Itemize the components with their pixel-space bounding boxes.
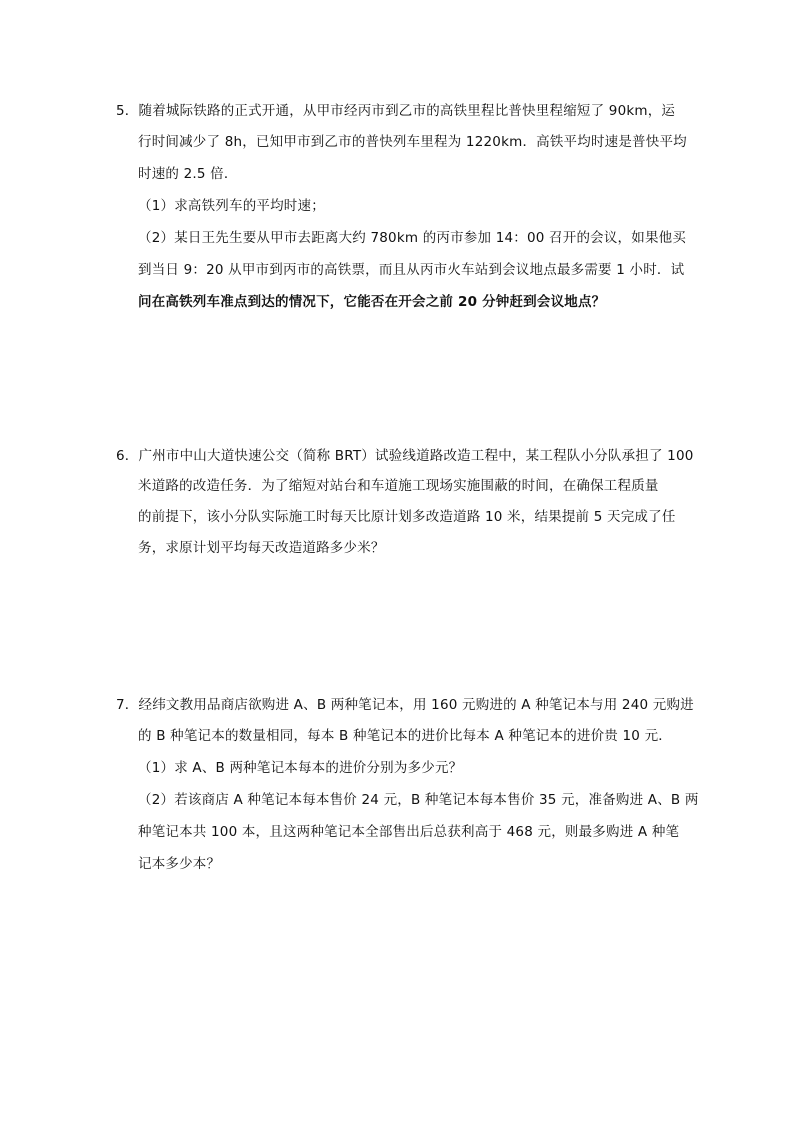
problem-5 [116,102,687,342]
problem-5-part-2-line-3: 问在高铁列车准点到达的情况下，它能否在开会之前 20 分钟赶到会议地点？ [138,294,606,310]
problem-5-part-1: （1）求高铁列车的平均时速； [138,198,325,214]
problem-5-line-1: 5．随着城际铁路的正式开通，从甲市经丙市到乙市的高铁里程比普快里程缩短了 90km，运 [116,103,676,119]
problem-5-part-2-line-2: 到当日 9：20 从甲市到丙市的高铁票，而且从丙市火车站到会议地点最多需要 1 小时．试 [138,262,685,278]
problem-7-line-2: 的 B 种笔记本的数量相同，每本 B 种笔记本的进价比每本 A 种笔记本的进价贵 10 元． [138,728,672,744]
problem-6 [116,447,694,577]
problem-6-line-2: 米道路的改造任务．为了缩短对站台和车道施工现场实施围蔽的时间，在确保工程质量 [138,478,659,494]
problem-7-part-1: （1）求 A、B 两种笔记本每本的进价分别为多少元？ [138,760,463,776]
problem-7-part-2-line-3: 记本多少本？ [138,856,221,872]
problem-7-line-1: 7．经纬文教用品商店欲购进 A、B 两种笔记本，用 160 元购进的 A 种笔记本与用 240 元购进 [116,697,694,713]
problem-6-line-4: 务，求原计划平均每天改造道路多少米？ [138,540,385,556]
problem-5-part-2-line-1: （2）某日王先生要从甲市去距离大约 780km 的丙市参加 14：00 召开的会议，如果他买 [138,230,687,246]
problem-7 [116,696,699,876]
problem-7-part-2-line-1: （2）若该商店 A 种笔记本每本售价 24 元，B 种笔记本每本售价 35 元，准备购进 A、B 两 [138,792,699,808]
problem-5-line-2: 行时间减少了 8h，已知甲市到乙市的普快列车里程为 1220km．高铁平均时速是普快平均 [138,134,687,150]
problem-5-line-3: 时速的 2.5 倍． [138,166,238,182]
problem-7-part-2-line-2: 种笔记本共 100 本，且这两种笔记本全部售出后总获利高于 468 元，则最多购进 A 种笔 [138,824,680,840]
problem-6-line-3: 的前提下，该小分队实际施工时每天比原计划多改造道路 10 米，结果提前 5 天完成了任 [138,509,676,525]
problem-6-line-1: 6．广州市中山大道快速公交（简称 BRT）试验线道路改造工程中，某工程队小分队承担了 100 [116,448,694,464]
